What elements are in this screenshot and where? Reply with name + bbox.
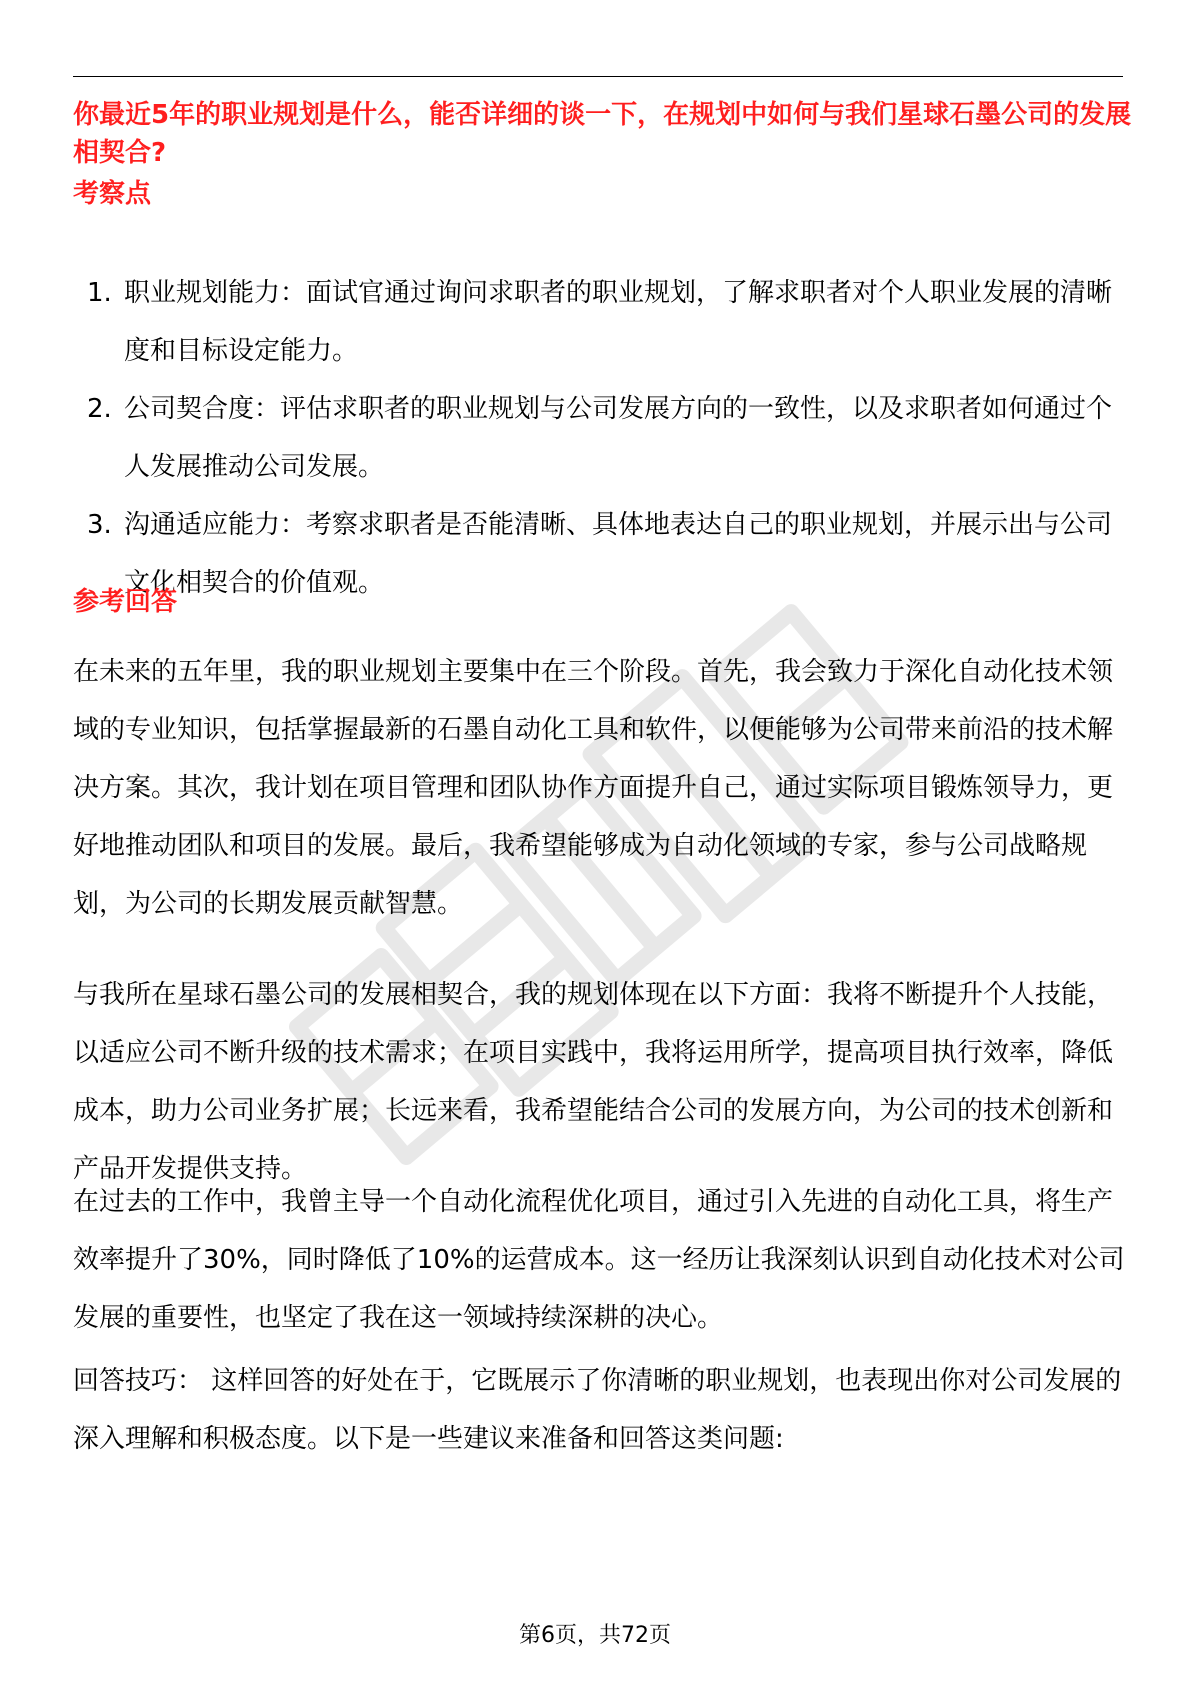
points-heading: 考察点 [73, 179, 152, 209]
point-number: 1. [87, 278, 112, 308]
page-number: 第6页，共72页 [519, 1623, 671, 1648]
top-divider [73, 76, 1123, 77]
point-number: 2. [87, 394, 112, 424]
point-number: 3. [87, 510, 112, 540]
answer-paragraph: 在过去的工作中，我曾主导一个自动化流程优化项目，通过引入先进的自动化工具，将生产效率提升了30%，同时降低了10%的运营成本。这一经历让我深刻认识到自动化技术对公司发展的重要性，也坚定了我在这一领域持续深耕的决心。 [73, 1187, 1125, 1333]
point-item [73, 496, 1133, 612]
tips-paragraph: 回答技巧： 这样回答的好处在于，它既展示了你清晰的职业规划，也表现出你对公司发展的深入理解和积极态度。以下是一些建议来准备和回答这类问题: [73, 1366, 1122, 1454]
point-text: 职业规划能力：面试官通过询问求职者的职业规划，了解求职者对个人职业发展的清晰度和目标设定能力。 [124, 278, 1113, 366]
point-item [73, 264, 1133, 380]
point-text: 沟通适应能力：考察求职者是否能清晰、具体地表达自己的职业规划，并展示出与公司文化相契合的价值观。 [124, 510, 1113, 598]
points-list [73, 264, 1133, 612]
answer-paragraph: 与我所在星球石墨公司的发展相契合，我的规划体现在以下方面：我将不断提升个人技能，以适应公司不断升级的技术需求；在项目实践中，我将运用所学，提高项目执行效率，降低成本，助力公司业务扩展；长远来看，我希望能结合公司的发展方向，为公司的技术创新和产品开发提供支持。 [73, 980, 1114, 1184]
point-item [73, 380, 1133, 496]
answer-paragraph: 在未来的五年里，我的职业规划主要集中在三个阶段。首先，我会致力于深化自动化技术领域的专业知识，包括掌握最新的石墨自动化工具和软件，以便能够为公司带来前沿的技术解决方案。其次，我计划在项目管理和团队协作方面提升自己，通过实际项目锻炼领导力，更好地推动团队和项目的发展。最后，我希望能够成为自动化领域的专家，参与公司战略规划，为公司的长期发展贡献智慧。 [73, 657, 1114, 919]
answer-heading: 参考回答 [73, 587, 178, 617]
point-text: 公司契合度：评估求职者的职业规划与公司发展方向的一致性，以及求职者如何通过个人发展推动公司发展。 [124, 394, 1113, 482]
question-title: 你最近5年的职业规划是什么，能否详细的谈一下，在规划中如何与我们星球石墨公司的发展相契合? [73, 100, 1132, 168]
